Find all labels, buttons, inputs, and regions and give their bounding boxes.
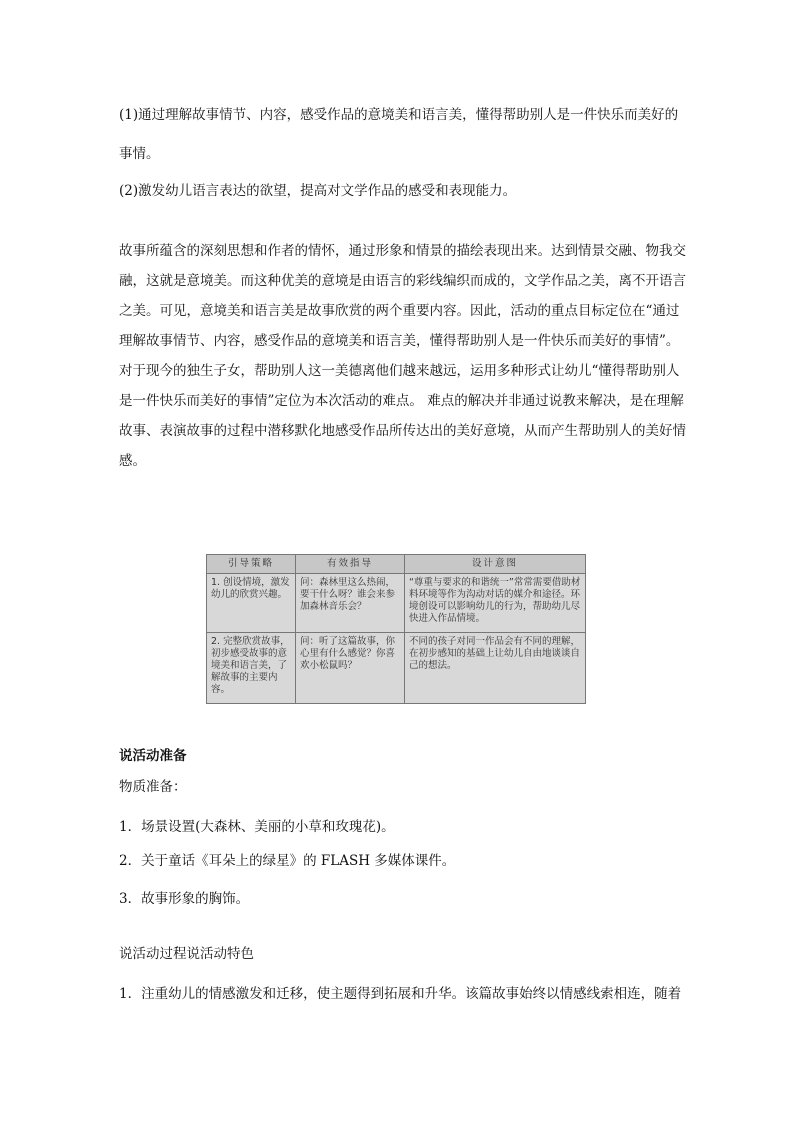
analysis-line: 故事所蕴含的深刻思想和作者的情怀，通过形象和情景的描绘表现出来。达到情景交融、物我交	[119, 243, 686, 259]
analysis-line: 之美。可见，意境美和语言美是故事欣赏的两个重要内容。因此，活动的重点目标定位在“通过	[119, 303, 680, 319]
process-item: 1．注重幼儿的情感激发和迁移，使主题得到拓展和升华。该篇故事始终以情感线索相连，随着	[119, 986, 682, 1002]
analysis-paragraph	[119, 236, 686, 476]
strategy-table	[206, 554, 586, 704]
goal-1-line-2: 事情。	[119, 146, 160, 162]
table-cell: “尊重与要求的和谐统一”常常需要借助材料环境等作为沟动对话的媒介和途径。环境创设可以影响幼儿的行为，帮助幼儿尽快进入作品情境。	[405, 574, 586, 633]
prep-item: 2．关于童话《耳朵上的绿星》的 FLASH 多媒体课件。	[119, 853, 456, 869]
material-label: 物质准备：	[119, 779, 187, 795]
analysis-line: 理解故事情节、内容，感受作品的意境美和语言美，懂得帮助别人是一件快乐而美好的事情”。	[119, 333, 680, 349]
process-heading: 说活动过程说活动特色	[119, 946, 254, 962]
table-header: 设计意图	[405, 555, 586, 574]
table-cell: 问：听了这篇故事，你心里有什么感觉？你喜欢小松鼠吗？	[296, 632, 405, 703]
table-header: 有效指导	[296, 555, 405, 574]
table-row	[207, 574, 586, 633]
prep-heading: 说活动准备	[119, 748, 187, 764]
prep-item: 1．场景设置(大森林、美丽的小草和玫瑰花)。	[119, 819, 395, 835]
table-cell: 1. 创设情境，激发幼儿的欣赏兴趣。	[207, 574, 296, 633]
strategy-table-image	[206, 554, 586, 704]
table-cell: 2. 完整欣赏故事，初步感受故事的意境美和语言美，了解故事的主要内容。	[207, 632, 296, 703]
goal-1-line-1: (1)通过理解故事情节、内容，感受作品的意境美和语言美，懂得帮助别人是一件快乐而美好的	[119, 107, 679, 123]
analysis-line: 融，这就是意境美。而这种优美的意境是由语言的彩线编织而成的，文学作品之美，离不开语言	[119, 273, 686, 289]
table-cell: 问：森林里这么热闹，要干什么呀？谁会来参加森林音乐会？	[296, 574, 405, 633]
table-header-row	[207, 555, 586, 574]
prep-item: 3．故事形象的胸饰。	[119, 891, 250, 907]
goal-2: (2)激发幼儿语言表达的欲望，提高对文学作品的感受和表现能力。	[119, 183, 517, 199]
analysis-line: 故事、表演故事的过程中潜移默化地感受作品所传达出的美好意境，从而产生帮助别人的美好情	[119, 423, 686, 439]
analysis-line: 是一件快乐而美好的事情”定位为本次活动的难点。 难点的解决并非通过说教来解决，是在理解	[119, 393, 684, 409]
table-cell: 不同的孩子对同一作品会有不同的理解，在初步感知的基础上让幼儿自由地谈谈自己的想法。	[405, 632, 586, 703]
analysis-line: 对于现今的独生子女，帮助别人这一美德离他们越来越远，运用多种形式让幼儿“懂得帮助别人	[119, 363, 680, 379]
table-header: 引导策略	[207, 555, 296, 574]
analysis-line: 感。	[119, 453, 146, 469]
table-row	[207, 632, 586, 703]
